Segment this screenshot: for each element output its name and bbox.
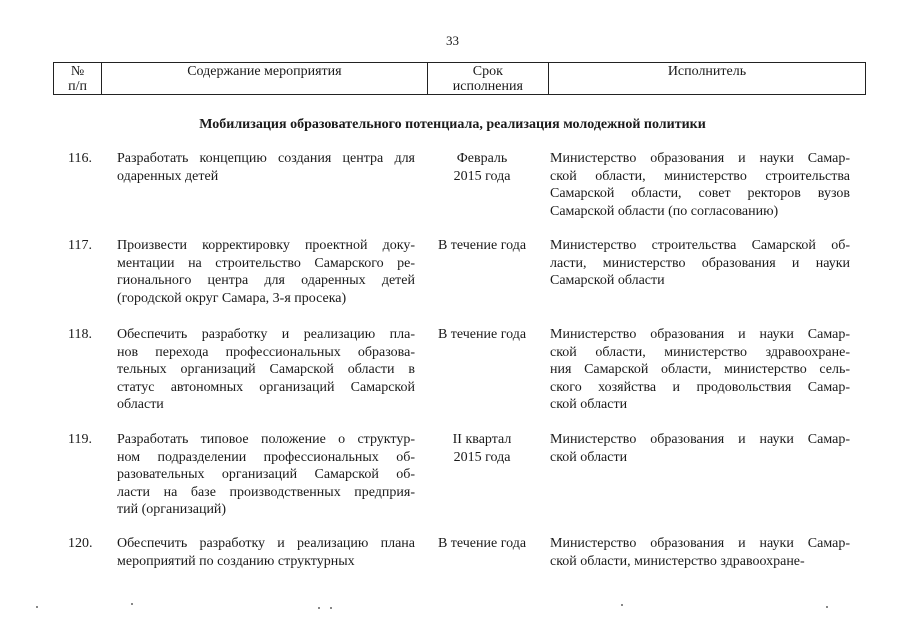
row-number: 117. <box>68 238 92 253</box>
row-content-line: мероприятий по созданию структурных <box>117 553 355 569</box>
table-header <box>53 62 866 95</box>
row-content <box>117 150 415 185</box>
row-content-line: Обеспечить разработку и реализацию плана <box>117 536 415 551</box>
row-content-line: Обеспечить разработку и реализацию пла- <box>117 327 415 342</box>
row-term-line: 2015 года <box>453 168 511 184</box>
row-executor <box>550 237 850 290</box>
row-executor <box>550 431 850 466</box>
row-content <box>117 535 415 570</box>
row-content-line: области <box>117 397 164 412</box>
row-executor <box>550 535 850 570</box>
scan-mark <box>36 606 38 608</box>
scan-mark <box>131 603 133 605</box>
row-executor-line: Самарской области <box>550 273 665 288</box>
row-term <box>426 431 538 466</box>
header-term <box>427 63 548 95</box>
row-number: 116. <box>68 151 92 166</box>
row-number: 120. <box>68 536 93 551</box>
row-content-line: статус автономных организаций Самарской <box>117 379 415 395</box>
row-content-line: ном подразделении профессиональных об- <box>117 449 415 465</box>
row-content-line: разовательных организаций Самарской об- <box>117 467 415 482</box>
row-content <box>117 326 415 414</box>
row-content-line: Разработать типовое положение о структур- <box>117 432 415 447</box>
row-term-line: Февраль <box>456 151 508 166</box>
row-executor-line: Самарской области, совет ректоров вузов <box>550 186 850 201</box>
header-num-line: № <box>70 64 85 79</box>
row-content-line: (городской округ Самара, 3-я просека) <box>117 290 347 306</box>
row-executor-line: Самарской области (по согласованию) <box>550 203 779 219</box>
header-num <box>54 63 102 95</box>
row-content-line: Произвести корректировку проектной доку- <box>117 238 415 253</box>
row-executor-line: ского хозяйства и продовольствия Самар- <box>550 379 850 395</box>
row-executor-line: ской области, министерство здравоохране- <box>550 344 850 360</box>
row-executor <box>550 150 850 220</box>
row-term <box>426 150 538 185</box>
header-executor: Исполнитель <box>548 63 865 95</box>
row-content-line: тий (организаций) <box>117 502 227 517</box>
row-executor-line: Министерство строительства Самарской об- <box>550 238 850 253</box>
row-term-line: В течение года <box>437 536 527 551</box>
row-executor-line: ской области, министерство здравоохране- <box>550 553 805 569</box>
row-term-line: 2015 года <box>453 449 511 465</box>
scan-mark <box>621 604 623 606</box>
row-content-line: ментации на строительство Самарского ре- <box>117 255 415 271</box>
section-title: Мобилизация образовательного потенциала, реализация молодежной политики <box>199 117 706 132</box>
row-term <box>426 237 538 255</box>
row-executor-line: ской области <box>550 449 628 465</box>
row-content-line: Разработать концепцию создания центра для <box>117 151 415 166</box>
row-executor-line: Министерство образования и науки Самар- <box>550 151 850 166</box>
scan-mark <box>826 606 828 608</box>
row-term-line: В течение года <box>437 327 527 342</box>
row-executor-line: ния Самарской области, министерство сель- <box>550 362 850 377</box>
row-content-line: одаренных детей <box>117 168 219 184</box>
row-executor <box>550 326 850 414</box>
row-executor-line: Министерство образования и науки Самар- <box>550 536 850 551</box>
header-term-line: Срок <box>472 64 503 79</box>
row-content-line: ласти на базе производственных предприя- <box>117 484 415 500</box>
row-term-line: II квартал <box>452 432 512 447</box>
row-executor-line: ской области <box>550 397 628 412</box>
row-executor-line: ласти, министерство образования и науки <box>550 255 850 271</box>
page-number: 33 <box>446 33 459 48</box>
row-content <box>117 431 415 519</box>
row-number: 119. <box>68 432 92 447</box>
row-content-line: нов перехода профессиональных образова- <box>117 344 415 360</box>
row-executor-line: ской области, министерство строительства <box>550 168 850 184</box>
scan-mark <box>330 607 332 609</box>
row-number: 118. <box>68 327 92 342</box>
header-term-line: исполнения <box>452 79 523 94</box>
row-content-line: тельных организаций Самарской области в <box>117 362 415 377</box>
row-executor-line: Министерство образования и науки Самар- <box>550 327 850 342</box>
header-num-line: п/п <box>68 79 87 94</box>
row-term-line: В течение года <box>437 238 527 253</box>
row-content-line: гионального центра для одаренных детей <box>117 273 415 288</box>
row-executor-line: Министерство образования и науки Самар- <box>550 432 850 447</box>
row-term <box>426 326 538 344</box>
row-content <box>117 237 415 307</box>
header-content: Содержание мероприятия <box>102 63 428 95</box>
scan-mark <box>318 607 320 609</box>
row-term <box>426 535 538 553</box>
